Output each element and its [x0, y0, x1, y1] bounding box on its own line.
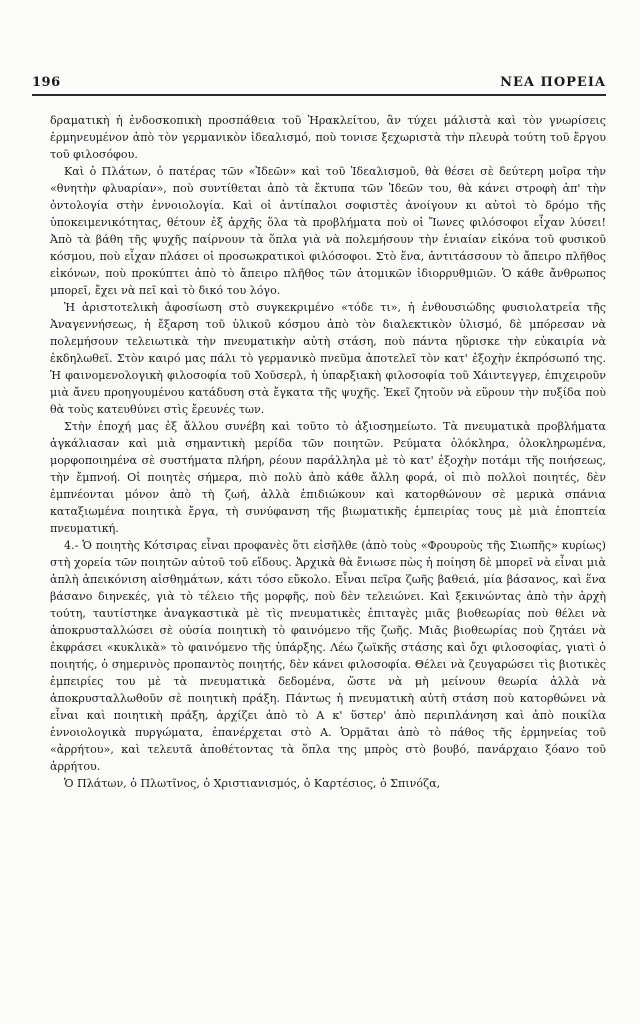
paragraph: Στὴν ἐποχή μας ἐξ ἄλλου συνέβη καὶ τοῦτο τὸ ἀξιοσημείωτο. Τὰ πνευματικὰ προβλήματα ἀγκάλιασαν καὶ μιὰ σημαντικὴ μερίδα τῶν ποιητῶν. Ρεύματα ὁλόκληρα, ὁλοκληρωμένα, μορφοποιημένα σὲ συστήματα πλήρη, ρέουν παράλληλα μὲ τὸ κατ' ἐξοχὴν ποτάμι τῆς ποιήσεως, τὴν ἔμπνοή. Οἱ ποιητὲς σήμερα, πιὸ πολὺ ἀπὸ κάθε ἄλλη φορά, οἱ πιὸ πολλοὶ ποιητές, δὲν ἐμπνέονται μόνον ἀπὸ τὴ ζωή, ἀλλὰ ἐπιδιώκουν καὶ κατορθώνουν σὲ μερικὰ σπάνια καταξιωμένα ποιητικὰ ἔργα, τὴ συνύφανση τῆς βιωματικῆς ἐμπειρίας τους μὲ μιὰ ἐποπτεία πνευματική.	[50, 420, 606, 535]
running-title: ΝΕΑ ΠΟΡΕΙΑ	[500, 75, 606, 90]
paragraph: δραματικὴ ἡ ἐνδοσκοπικὴ προσπάθεια τοῦ Ἡρακλείτου, ἂν τύχει μάλιστὰ καὶ τὸν γνωρίσεις ἑρμηνευμένον ἀπὸ τὸν γερμανικὸν ἰδεαλισμό, ποὺ τονισε ξεχωριστὰ τὴν πλευρὰ τούτη τοῦ ἔργου τοῦ φιλοσόφου.	[50, 114, 606, 161]
page-number: 196	[32, 75, 61, 90]
paragraph: 4.- Ὁ ποιητὴς Κότσιρας εἶναι προφανὲς ὅτι εἰσῆλθε (ἀπὸ τοὺς «Φρουροὺς τῆς Σιωπῆς» κυρίως) στὴ χορεία τῶν ποιητῶν αὐτοῦ τοῦ εἴδους. Ἀρχικὰ θὰ ἔνιωσε πὼς ἡ ποίηση δὲ μπορεῖ νὰ εἶναι μιὰ ἁπλὴ ἀπεικόνιση αἰσθημάτων, κάτι τόσο εὔκολο. Εἶναι πεῖρα ζωῆς βαθειά, μία βάσανος, καὶ ἕνα βάσανο διηνεκές, γιὰ τὸ τέλειο τῆς μορφῆς, ποὺ δὲν τελειώνει. Καὶ ξεκινώντας ἀπὸ τὴν ἀρχὴ τούτη, ταυτίστηκε ἀναγκαστικὰ μὲ τὶς πνευματικὲς ἐπιταγὲς μιᾶς βιοθεωρίας ποὺ θέλει νὰ ἀποκρυσταλλώσει σὲ οὐσία ποιητικὴ τὸ φαινόμενο τῆς ζωῆς. Μιᾶς βιοθεωρίας ποὺ ζητάει νὰ ἐκφράσει «κυκλικὰ» τὸ φαινόμενο τῆς ὑπάρξης. Λέω ζωϊκῆς στάσης καὶ ὄχι φιλοσοφίας, γιατὶ ὁ ποιητής, ὁ σημερινὸς προπαντὸς ποιητής, δὲν κάνει φιλοσοφία. Θέλει νὰ ζευγαρώσει τὶς βιοτικὲς ἐμπειρίες του μὲ τὰ πνευματικὰ δεδομένα, ὥστε νὰ μὴ μείνουν θεωρία ἀλλὰ νὰ ἀποκρυσταλλωθοῦν σὲ ποιητικὴ πράξη. Πάντως ἡ πνευματικὴ αὐτὴ στάση ποὺ κατορθώνει νὰ εἶναι καὶ ποιητικὴ πράξη, ἀρχίζει ἀπὸ τὸ Α κ' ὕστερ' ἀπὸ περιπλάνηση καὶ ἀπὸ ποικίλα ἐννοιολογικὰ πυργώματα, ἐπανέρχεται στὸ Α. Ὁρμᾶται ἀπὸ τὸ πάθος τῆς ἑρμηνείας τοῦ «ἀρρήτου», καὶ τελευτᾶ ἀποθέτοντας τὰ ὅπλα της μπρὸς στὸ βουβό, πανάρχαιο ξόανο τοῦ ἀρρήτου.	[50, 539, 606, 773]
paragraph: Ἡ ἀριστοτελικὴ ἀφοσίωση στὸ συγκεκριμένο «τόδε τι», ἡ ἐνθουσιώδης φυσιολατρεία τῆς Ἀναγεννήσεως, ἡ ἔξαρση τοῦ ὑλικοῦ κόσμου ἀπὸ τὸν διαλεκτικὸν ὑλισμό, δὲ μπόρεσαν νὰ πολεμήσουν τελειωτικὰ τὴν πνευματικὴν αὐτὴ στάση, ποὺ πάντα ηὕρισκε τὴν εὐκαιρία νὰ ἐκδηλωθεῖ. Στὸν καιρό μας πάλι τὸ γερμανικὸ πνεῦμα ἀποτελεῖ τὸν κατ' ἐξοχὴν ἐκπρόσωπό της. Ἡ φαινομενολογικὴ φιλοσοφία τοῦ Χοῦσερλ, ἡ ὑπαρξιακὴ φιλοσοφία τοῦ Χάιντεγγερ, ἐπιχειροῦν μιὰ ἄνευ προηγουμένου κατάδυση στὰ ἔγκατα τῆς ψυχῆς. Ἐκεῖ ζητοῦν νὰ εὕρουν τὴν πυξίδα ποὺ θὰ τοὺς κατευθύνει στὶς ἔρευνές των.	[50, 301, 606, 416]
header-rule	[32, 94, 606, 96]
body-text	[50, 112, 606, 792]
page-header	[32, 70, 606, 90]
paragraph: Καὶ ὁ Πλάτων, ὁ πατέρας τῶν «Ἰδεῶν» καὶ τοῦ Ἰδεαλισμοῦ, θὰ θέσει σὲ δεύτερη μοῖρα τὴν «θνητὴν φλυαρίαν», ποὺ συντίθεται ἀπὸ τὰ ἔκτυπα τῶν Ἰδεῶν του, θὰ κάνει στροφὴ ἀπ' τὴν ὀντολογία στὴν ἐννοιολογία. Καὶ οἱ ἀντίπαλοι σοφιστὲς ἀνοίγουν κι αὐτοὶ τὸ δρόμο τῆς ὑποκειμενικότητας, θέτουν ἐξ ἀρχῆς ὅλα τὰ προβλήματα ποὺ οἱ Ἴωνες φιλόσοφοι εἶχαν λύσει! Ἀπὸ τὰ βάθη τῆς ψυχῆς παίρνουν τὰ ὅπλα γιὰ νὰ πολεμήσουν τὴν ἑνιαίαν εἰκόνα τοῦ φυσικοῦ κόσμου, ποὺ εἶχαν πλάσει οἱ προσωκρατικοὶ φιλόσοφοι. Στὸ ἕνα, ἀντιτάσσουν τὸ ἄπειρο πλῆθος εἰκόνων, ποὺ προκύπτει ἀπὸ τὸ ἄπειρο πλῆθος τῶν ἀτομικῶν ἰδιορρυθμιῶν. Ὁ κάθε ἄνθρωπος μπορεῖ, ἔχει νὰ πεῖ καὶ τὸ δικό του λόγο.	[50, 165, 606, 297]
paragraph: Ὁ Πλάτων, ὁ Πλωτῖνος, ὁ Χριστιανισμός, ὁ Καρτέσιος, ὁ Σπινόζα,	[64, 777, 441, 790]
